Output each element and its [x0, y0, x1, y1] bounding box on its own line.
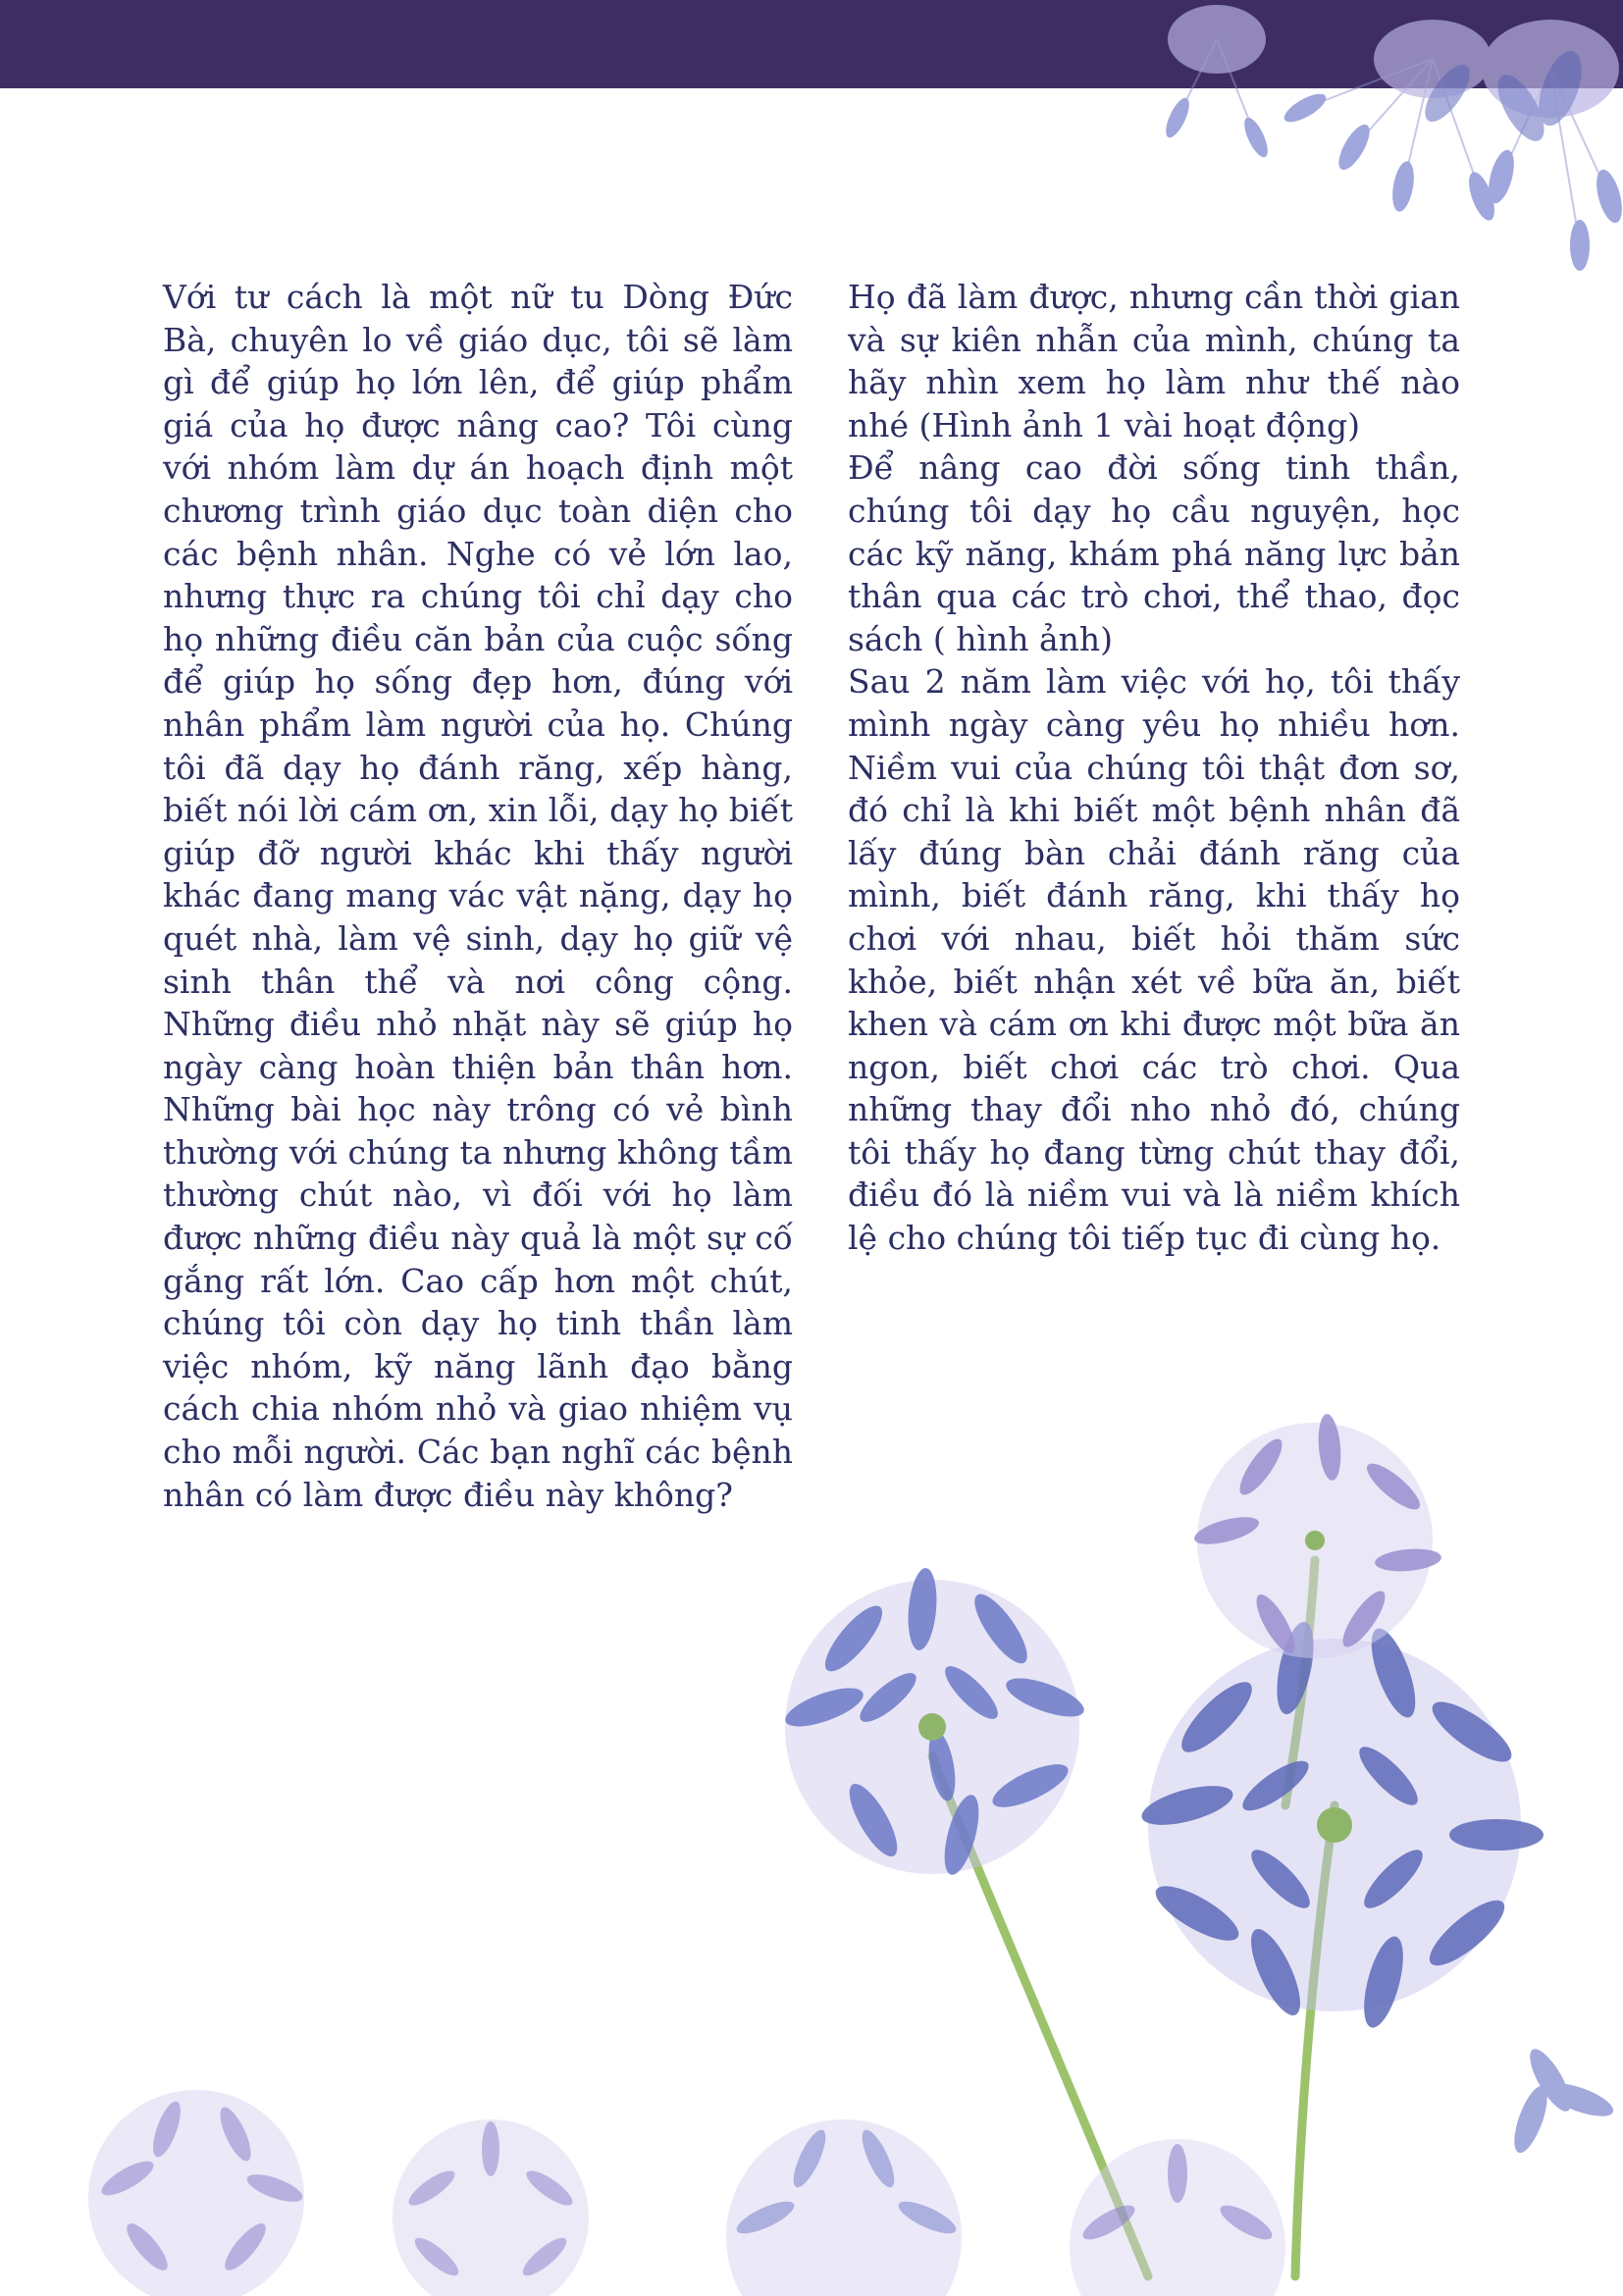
flower-illustration-bottom-right — [765, 1393, 1623, 2296]
header-band — [0, 0, 1623, 88]
paragraph: Để nâng cao đời sống tinh thần, chúng tôi dạy họ cầu nguyện, học các kỹ năng, khám phá năng lực bản thân qua các trò chơi, thể thao, đọc sách ( hình ảnh) — [848, 448, 1460, 658]
article-column-right — [848, 276, 1460, 1260]
paragraph: Họ đã làm được, nhưng cần thời gian và sự kiên nhẫn của mình, chúng ta hãy nhìn xem họ làm như thế nào nhé (Hình ảnh 1 vài hoạt động) — [848, 278, 1460, 444]
flower-illustration-bottom-border — [0, 2090, 1623, 2296]
article-column-left — [163, 276, 793, 1516]
paragraph: Với tư cách là một nữ tu Dòng Đức Bà, chuyên lo về giáo dục, tôi sẽ làm gì để giúp họ lớn lên, để giúp phẩm giá của họ được nâng cao? Tôi cùng với nhóm làm dự án hoạch định một chương trình giáo dục toàn diện cho các bệnh nhân. Nghe có vẻ lớn lao, nhưng thực ra chúng tôi chỉ dạy cho họ những điều căn bản của cuộc sống để giúp họ sống đẹp hơn, đúng với nhân phẩm làm người của họ. Chúng tôi đã dạy họ đánh răng, xếp hàng, biết nói lời cám ơn, xin lỗi, dạy họ biết giúp đỡ người khác khi thấy người khác đang mang vác vật nặng, dạy họ quét nhà, làm vệ sinh, dạy họ giữ vệ sinh thân thể và nơi công cộng. Những điều nhỏ nhặt này sẽ giúp họ ngày càng hoàn thiện bản thân hơn. Những bài học này trông có vẻ bình thường với chúng ta nhưng không tầm thường chút nào, vì đối với họ làm được những điều này quả là một sự cố gắng rất lớn. Cao cấp hơn một chút, chúng tôi còn dạy họ tinh thần làm việc nhóm, kỹ năng lãnh đạo bằng cách chia nhóm nhỏ và giao nhiệm vụ cho mỗi người. Các bạn nghĩ các bệnh nhân có làm được điều này không? — [163, 278, 793, 1514]
paragraph: Sau 2 năm làm việc với họ, tôi thấy mình ngày càng yêu họ nhiều hơn. Niềm vui của chúng tôi thật đơn sơ, đó chỉ là khi biết một bệnh nhân đã lấy đúng bàn chải đánh răng của mình, biết đánh răng, khi thấy họ chơi với nhau, biết hỏi thăm sức khỏe, biết nhận xét về bữa ăn, biết khen và cám ơn khi được một bữa ăn ngon, biết chơi các trò chơi. Qua những thay đổi nho nhỏ đó, chúng tôi thấy họ đang từng chút thay đổi, điều đó là niềm vui và là niềm khích lệ cho chúng tôi tiếp tục đi cùng họ. — [848, 662, 1460, 1258]
